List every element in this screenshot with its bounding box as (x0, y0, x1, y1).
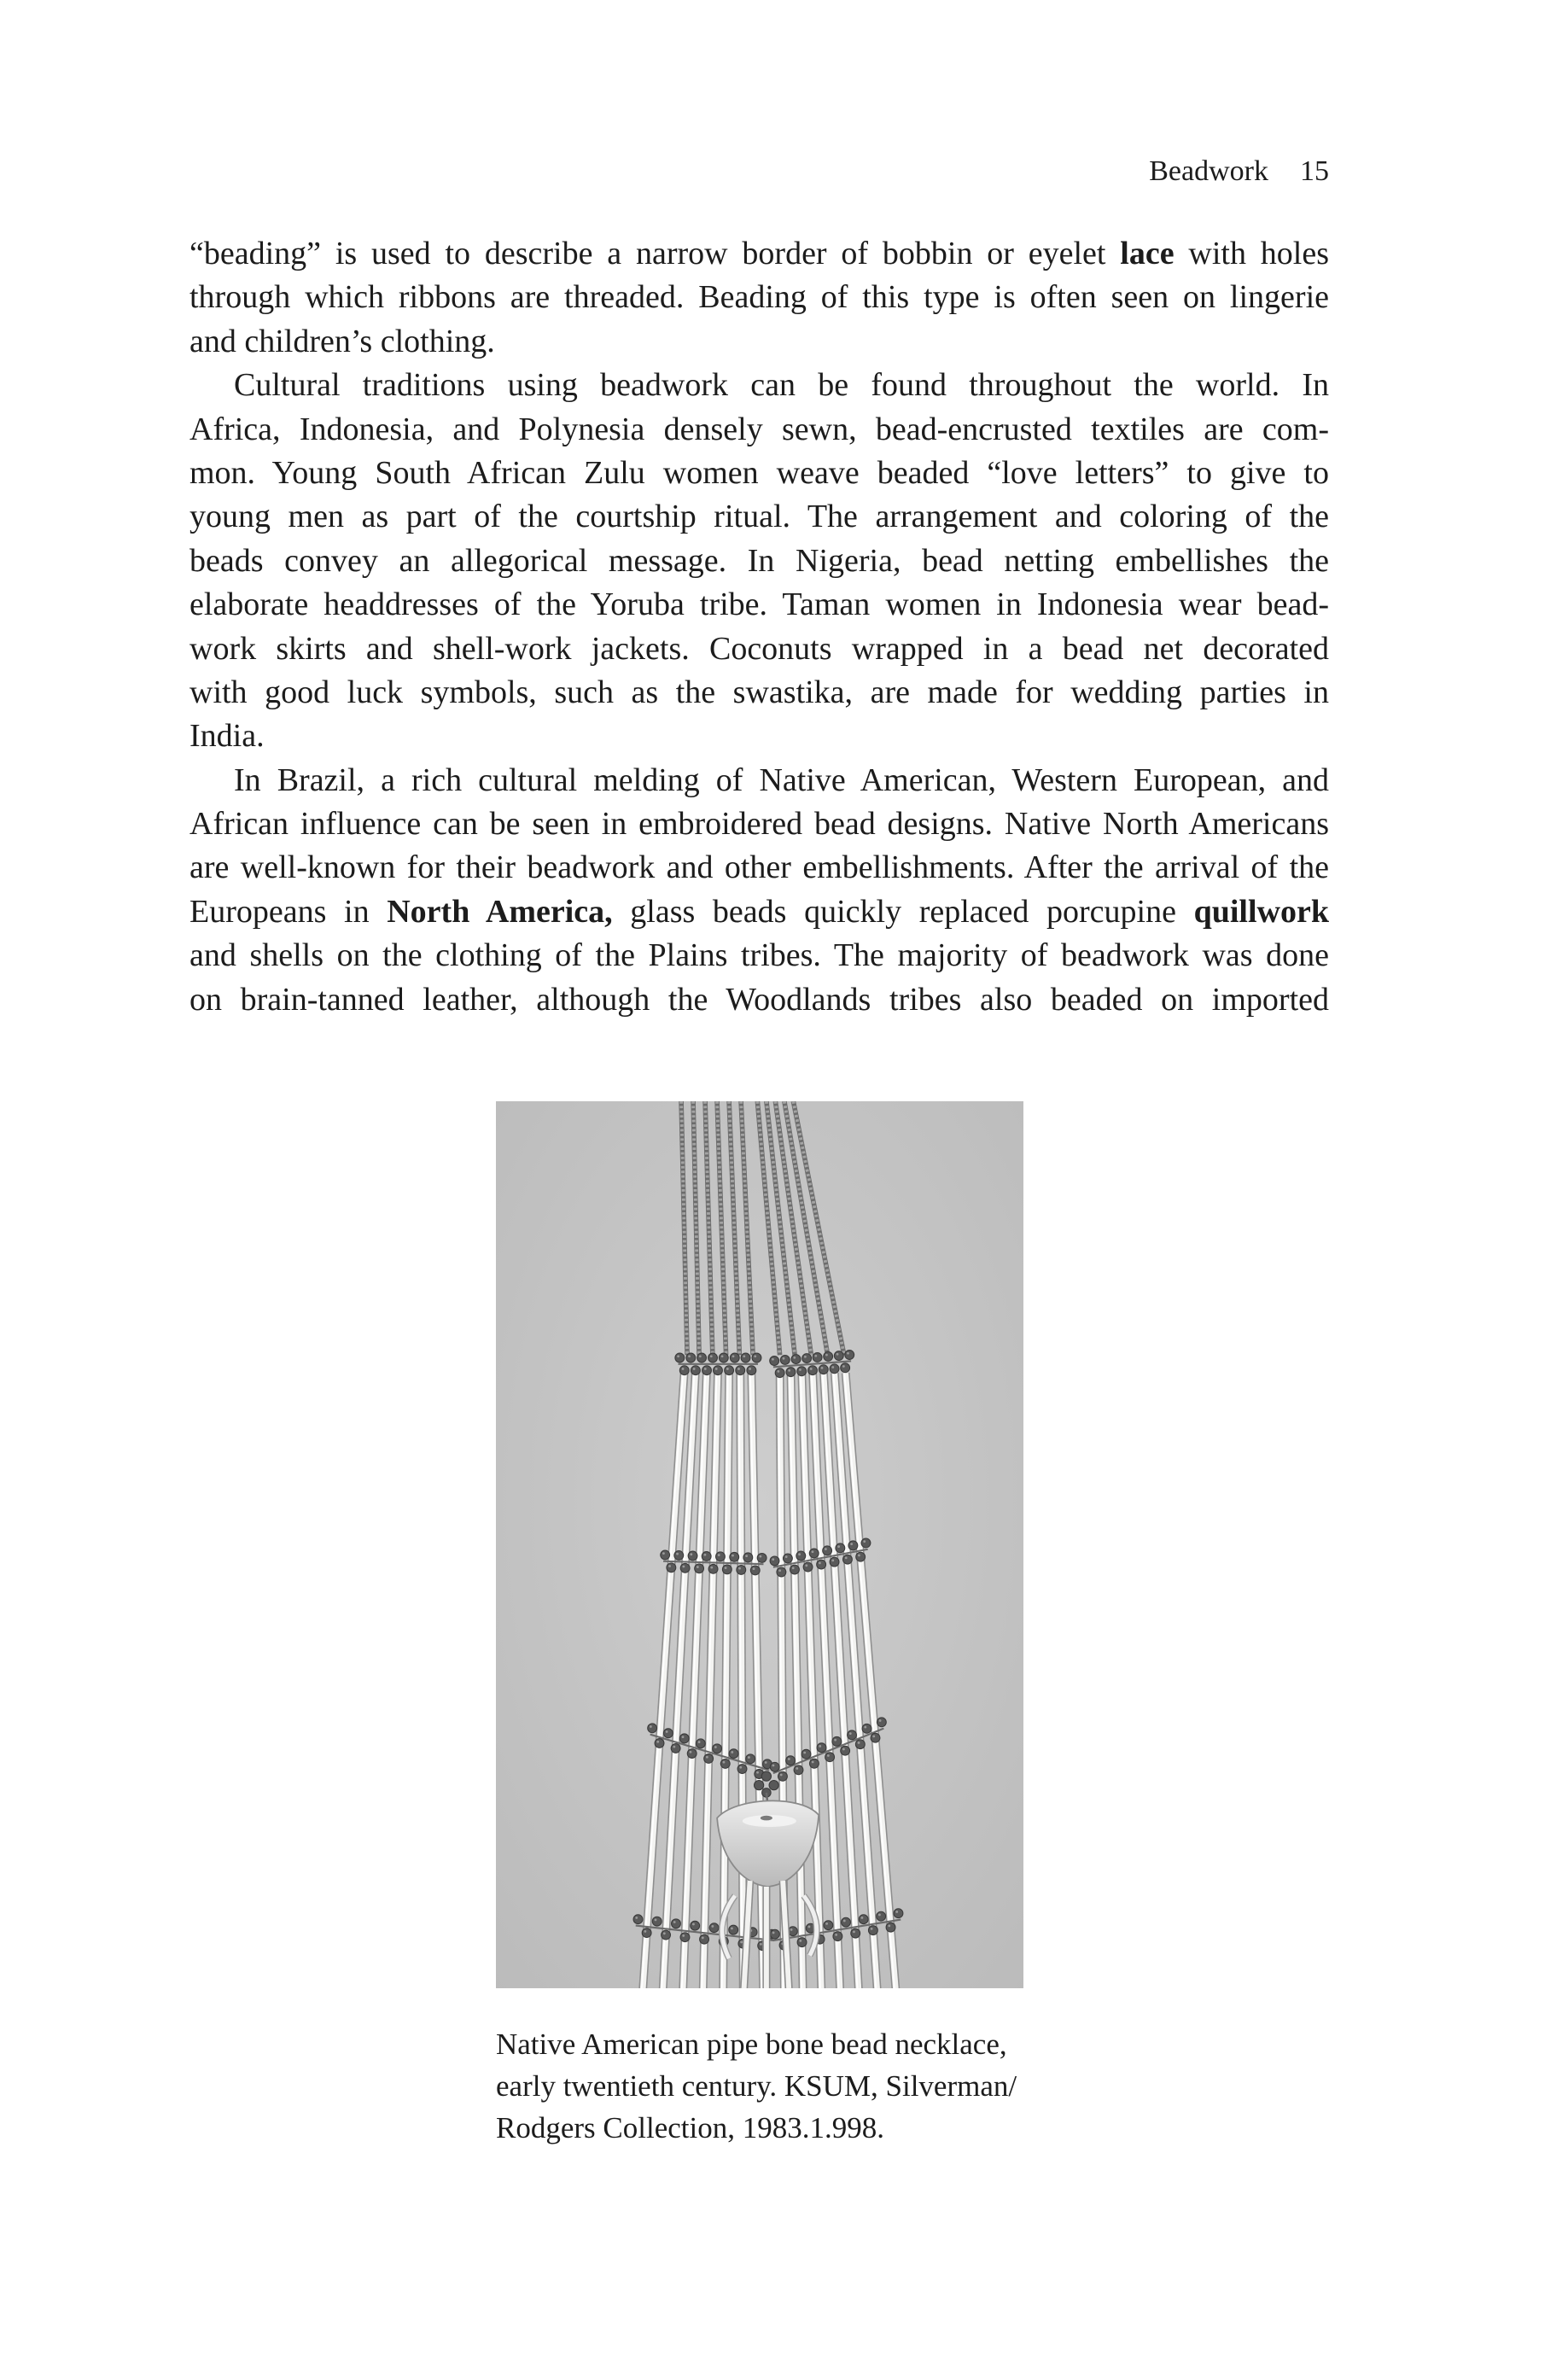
bead-glint (666, 1730, 668, 1733)
bead (830, 1364, 839, 1374)
bead-glint (748, 1756, 750, 1759)
bead-glint (650, 1725, 652, 1728)
bead-glint (827, 1754, 830, 1757)
bead-glint (704, 1554, 707, 1556)
necklace-photo (496, 1101, 1023, 1988)
bead-glint (682, 1736, 685, 1738)
bead (803, 1562, 813, 1572)
body-line: Cultural traditions using beadwork can be found throughout the world. In (234, 367, 1329, 404)
bead-glint (783, 1357, 785, 1360)
caption-line: early twentieth century. KSUM, Silverman/ (496, 2069, 1017, 2103)
bead (672, 1919, 681, 1928)
bold-term: lace (1120, 236, 1175, 271)
bead-glint (843, 1920, 846, 1923)
bead (813, 1353, 822, 1362)
bead-glint (853, 1930, 855, 1933)
bead (750, 1566, 760, 1575)
bead-glint (662, 1552, 665, 1555)
bead (652, 1917, 662, 1926)
bead (708, 1353, 718, 1362)
bead (662, 1930, 671, 1940)
bead-glint (690, 1553, 692, 1555)
bead-glint (808, 1926, 811, 1928)
bead (702, 1366, 712, 1375)
bead (736, 1366, 745, 1375)
bead-glint (706, 1756, 708, 1759)
running-head-title: Beadwork (1149, 155, 1268, 187)
bead-glint (698, 1741, 701, 1743)
bead-glint (842, 1748, 845, 1751)
bead (824, 1921, 833, 1930)
bead (834, 1351, 843, 1361)
bead-glint (850, 1543, 853, 1545)
bead (770, 1556, 779, 1566)
bead (855, 1740, 865, 1749)
body-line: Africa, Indonesia, and Polynesia densely sewn, bead-encrusted textiles are com- (189, 411, 1329, 447)
bead-glint (878, 1914, 881, 1917)
bead (680, 1563, 690, 1573)
body-line (189, 890, 1329, 934)
bead (868, 1926, 877, 1935)
bead (729, 1749, 738, 1759)
bead (674, 1550, 684, 1560)
bead (859, 1915, 868, 1924)
bead-glint (803, 1752, 806, 1754)
bead-glint (688, 1355, 691, 1357)
bead-glint (677, 1355, 679, 1357)
bead-glint (825, 1548, 827, 1550)
bead (714, 1366, 723, 1375)
bead-glint (725, 1567, 727, 1569)
bead (697, 1353, 707, 1362)
bead-glint (819, 1561, 821, 1564)
bead (775, 1368, 784, 1378)
bead-glint (796, 1767, 798, 1770)
bead (823, 1546, 832, 1555)
bead (648, 1724, 657, 1733)
bead (851, 1928, 860, 1938)
bead-glint (682, 1368, 685, 1370)
bead-glint (711, 1925, 714, 1928)
bead (679, 1366, 689, 1375)
bead (688, 1551, 697, 1561)
bead-glint (861, 1917, 864, 1919)
running-head (1149, 155, 1329, 189)
bead (830, 1557, 839, 1567)
bead (655, 1739, 664, 1748)
bead-glint (740, 1941, 743, 1944)
bead (691, 1921, 700, 1930)
bead-glint (635, 1917, 638, 1919)
bead-glint (644, 1930, 646, 1933)
bead (894, 1909, 903, 1918)
line-text: with holes (1174, 236, 1329, 271)
bead (808, 1366, 818, 1375)
bead (794, 1765, 803, 1775)
bead (796, 1551, 806, 1561)
bead-glint (759, 1555, 761, 1558)
bead (848, 1730, 857, 1740)
body-line: and children’s clothing. (189, 323, 495, 359)
bead-glint (821, 1367, 824, 1369)
bead (770, 1357, 779, 1366)
bead-glint (879, 1719, 882, 1722)
bead-glint (788, 1369, 790, 1372)
bead-glint (792, 1567, 795, 1569)
caption-line: Native American pipe bone bead necklace, (496, 2028, 1007, 2061)
bead (642, 1928, 651, 1938)
bead (791, 1355, 801, 1364)
bead (770, 1929, 779, 1939)
body-text (189, 232, 1329, 1022)
bold-term: quillwork (1193, 893, 1329, 930)
bead-glint (858, 1742, 860, 1744)
bead (819, 1365, 828, 1374)
bead-glint (805, 1564, 807, 1567)
body-line: young men as part of the courtship ritual. The arrangement and coloring of the (189, 499, 1329, 535)
bead (737, 1565, 746, 1574)
bead-glint (731, 1927, 733, 1929)
bead-glint (697, 1566, 699, 1568)
bead (687, 1749, 697, 1759)
bead (797, 1367, 807, 1376)
paragraph (189, 232, 1329, 364)
bead-glint (895, 1911, 898, 1913)
bead-glint (837, 1545, 840, 1548)
bead (832, 1736, 842, 1746)
bead-glint (871, 1928, 873, 1930)
bead-glint (732, 1555, 734, 1557)
bead-glint (888, 1924, 890, 1927)
bead (778, 1771, 788, 1781)
bead-glint (812, 1550, 814, 1553)
bead (841, 1746, 850, 1755)
bead-glint (810, 1368, 813, 1370)
bead-glint (804, 1356, 807, 1358)
bead-glint (756, 1771, 759, 1774)
bead (825, 1753, 835, 1762)
bead (680, 1933, 690, 1942)
bead-glint (845, 1556, 848, 1559)
caption-line: Rodgers Collection, 1983.1.998. (496, 2111, 884, 2144)
bead (824, 1352, 833, 1362)
bead-glint (858, 1555, 860, 1557)
bead (663, 1729, 673, 1738)
bead (719, 1353, 728, 1362)
bead (845, 1351, 854, 1360)
bead (709, 1923, 719, 1933)
body-line: through which ribbons are threaded. Beading of this type is often seen on lingerie (189, 279, 1329, 316)
bead-glint (785, 1555, 788, 1558)
bead (783, 1554, 792, 1563)
bead (725, 1366, 734, 1375)
bead-glint (682, 1934, 685, 1937)
bead-glint (788, 1758, 790, 1760)
bead-glint (760, 1943, 762, 1946)
bead-glint (673, 1921, 676, 1923)
bead-glint (778, 1569, 781, 1572)
body-line: beads convey an allegorical message. In Nigeria, bead netting embellishes the (189, 542, 1329, 579)
bead (797, 1938, 807, 1947)
body-line: mon. Young South African Zulu women weave beaded “love letters” to give to (189, 454, 1329, 491)
body-line: elaborate headdresses of the Yoruba tribe. Taman women in Indonesia wear bead- (189, 586, 1329, 623)
bead (747, 1366, 756, 1375)
bead-glint (721, 1355, 724, 1357)
bead (886, 1923, 895, 1932)
page-number: 15 (1300, 155, 1329, 187)
body-line: on brain-tanned leather, although the Woodlands tribes also beaded on imported (189, 981, 1329, 1018)
bead-glint (710, 1355, 713, 1357)
bead-glint (849, 1732, 852, 1735)
bead (786, 1368, 796, 1377)
bead (841, 1363, 850, 1373)
bead (686, 1353, 696, 1362)
line-text: glass beads quickly replaced porcupine (612, 893, 1194, 930)
bead-glint (831, 1366, 834, 1368)
bead (786, 1756, 796, 1765)
bead-glint (738, 1567, 741, 1570)
bead-glint (726, 1368, 729, 1370)
bead (737, 1765, 747, 1774)
bead (752, 1353, 761, 1362)
bead-glint (834, 1739, 836, 1742)
bead (729, 1925, 738, 1934)
bead (801, 1749, 811, 1759)
bead-glint (718, 1554, 720, 1556)
bead-glint (772, 1932, 775, 1934)
body-line: and shells on the clothing of the Plains tribes. The majority of beadwork was done (189, 937, 1329, 974)
figure-caption (496, 2023, 1017, 2149)
bead-glint (753, 1567, 755, 1570)
bead-glint (765, 1761, 767, 1764)
bead-glint (715, 1368, 718, 1370)
bead-glint (790, 1928, 793, 1931)
bead (777, 1567, 786, 1577)
bead-glint (842, 1365, 845, 1368)
bead (817, 1560, 826, 1569)
bead (877, 1911, 886, 1921)
body-line (189, 232, 1329, 276)
bead (708, 1564, 718, 1573)
bead-glint (732, 1355, 735, 1357)
bead (679, 1734, 689, 1743)
bead (720, 1759, 730, 1769)
bead-glint (663, 1932, 666, 1934)
bead-glint (655, 1918, 657, 1921)
bead (746, 1754, 755, 1764)
bead-glint (863, 1540, 866, 1543)
bead (730, 1552, 739, 1561)
bead-glint (739, 1766, 742, 1769)
bead-glint (745, 1555, 748, 1557)
bead (633, 1915, 643, 1924)
bead (836, 1543, 845, 1553)
bead (802, 1354, 812, 1363)
bead (877, 1718, 886, 1727)
bead-glint (737, 1368, 740, 1370)
bead (861, 1538, 871, 1548)
bead (871, 1733, 880, 1742)
bead-glint (656, 1741, 659, 1743)
body-line: work skirts and shell-work jackets. Coconuts wrapped in a bead net decorated (189, 630, 1329, 667)
bead-glint (793, 1357, 796, 1359)
bead (675, 1353, 685, 1362)
bead (691, 1366, 700, 1375)
bead-glint (692, 1923, 695, 1926)
body-line: India. (189, 718, 265, 755)
bead (713, 1744, 722, 1753)
bead-glint (777, 1370, 779, 1373)
bold-term: North America, (387, 893, 613, 930)
necklace-image (496, 1101, 1023, 1988)
line-text: Europeans in (189, 893, 388, 930)
bead (862, 1724, 871, 1733)
bead (702, 1552, 711, 1561)
body-line: with good luck symbols, such as the swastika, are made for wedding parties in (189, 674, 1329, 710)
bead-glint (754, 1355, 756, 1357)
bead (833, 1932, 842, 1941)
bead (716, 1552, 726, 1561)
body-line: African influence can be seen in embroidered bead designs. Native North Americans (189, 806, 1329, 843)
bead (856, 1552, 866, 1561)
bead (661, 1550, 670, 1560)
bead (730, 1353, 739, 1362)
bead (843, 1555, 853, 1564)
bead-glint (819, 1745, 821, 1748)
bead-glint (825, 1354, 828, 1357)
bead-glint (864, 1726, 866, 1729)
bead-glint (798, 1553, 801, 1555)
bead (696, 1739, 705, 1748)
bead (743, 1553, 753, 1562)
bead-glint (714, 1746, 717, 1748)
bead-glint (799, 1368, 801, 1371)
bead (695, 1564, 704, 1573)
bead (809, 1759, 819, 1768)
bead-glint (780, 1774, 783, 1777)
bead (848, 1541, 858, 1550)
body-line: are well-known for their beadwork and other embellishments. After the arrival of the (189, 849, 1329, 886)
bead (741, 1353, 750, 1362)
bead-glint (836, 1353, 839, 1356)
bead (770, 1762, 779, 1771)
paragraph (189, 759, 1329, 1022)
bead-glint (749, 1368, 751, 1370)
bead-glint (676, 1553, 679, 1555)
bead-glint (835, 1934, 837, 1936)
bead-glint (772, 1358, 774, 1361)
bead-glint (731, 1751, 733, 1753)
bead-glint (772, 1765, 775, 1767)
bead (700, 1934, 709, 1944)
bead (704, 1754, 714, 1764)
bead-glint (668, 1565, 671, 1567)
bead-glint (743, 1355, 745, 1357)
bead-glint (704, 1368, 707, 1370)
bead-glint (682, 1566, 685, 1568)
line-text: “beading” is used to describe a narrow border of bobbin or eyelet (189, 236, 1121, 271)
bead-glint (690, 1751, 692, 1753)
bead (780, 1356, 790, 1365)
paragraph (189, 364, 1329, 759)
bead-glint (710, 1567, 713, 1569)
bead (722, 1565, 732, 1574)
bead-glint (699, 1355, 702, 1357)
bead-glint (702, 1936, 704, 1939)
bead-glint (799, 1940, 801, 1942)
bead-glint (872, 1736, 875, 1738)
bead (809, 1549, 819, 1558)
bead (842, 1917, 851, 1927)
bead-glint (693, 1368, 696, 1370)
bead-glint (831, 1559, 834, 1561)
bead (667, 1563, 676, 1573)
bead-glint (673, 1746, 675, 1748)
bead-glint (825, 1923, 828, 1925)
bead (817, 1743, 826, 1753)
bead-glint (847, 1352, 849, 1355)
bead (790, 1565, 800, 1574)
bead (757, 1553, 767, 1562)
bead-glint (812, 1761, 814, 1764)
bead-glint (723, 1761, 726, 1764)
body-line: In Brazil, a rich cultural melding of Native American, Western European, and (234, 761, 1329, 798)
bead-glint (772, 1558, 774, 1561)
bead-glint (814, 1355, 817, 1357)
bead (671, 1743, 680, 1753)
